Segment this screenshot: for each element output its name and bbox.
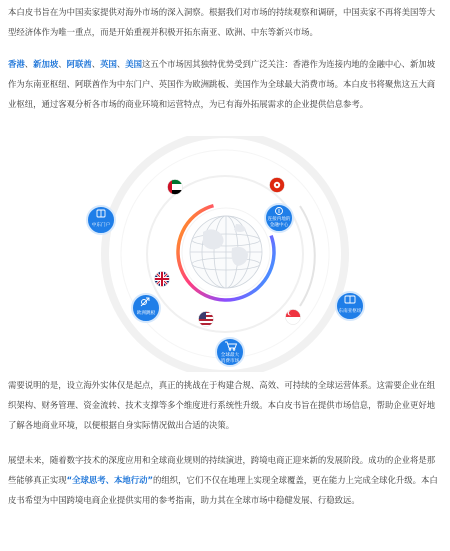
uae-flag-icon: [167, 179, 183, 195]
singapore-flag-icon: [285, 309, 301, 325]
node-label: 欧洲跳板: [136, 311, 156, 316]
market-hub-uk: 英国: [100, 59, 117, 69]
markets-paragraph: [8, 54, 442, 114]
market-hub-usa: 美国: [125, 59, 142, 69]
node-southeast-asia-hub: [336, 292, 364, 320]
markets-description: 这五个市场因其独特优势受到广泛关注：香港作为连接内地的金融中心、新加坡作为东南亚枢纽、阿联酋作为中东门户、英国作为欧洲跳板、美国作为全球最大消费市场。本白皮书将聚焦这五大商业枢纽，通过客观分析各市场的商业环境和运营特点，为已有海外拓展需求的企业提供信息参考。: [8, 59, 436, 109]
node-label-line-2: 消费市场: [220, 359, 240, 364]
node-label-line-2: 金融中心: [269, 223, 289, 228]
node-label: 中东门户: [91, 223, 111, 228]
node-usa-consumer: [216, 338, 244, 366]
separator: 、: [116, 59, 126, 69]
market-hub-uae: 阿联酋: [66, 59, 92, 69]
outlook-highlight: “全球思考、本地行动”: [66, 475, 154, 485]
market-hub-singapore: 新加坡: [33, 59, 59, 69]
node-label-line-1: 全球最大: [220, 353, 240, 358]
separator: 、: [58, 59, 67, 69]
market-hub-hongkong: 香港: [8, 59, 25, 69]
us-flag-icon: [198, 311, 214, 327]
node-mideast-gateway: [87, 206, 115, 234]
outlook-paragraph: [8, 450, 442, 510]
node-label-line-1: 连接内地的: [267, 217, 291, 222]
node-label: 东南亚枢纽: [338, 309, 362, 314]
uk-flag-icon: [154, 271, 170, 287]
markets-diagram: [0, 136, 450, 372]
node-europe-springboard: [132, 294, 160, 322]
separator: 、: [91, 59, 101, 69]
separator: 、: [24, 59, 34, 69]
conclusion-paragraph: 需要说明的是，设立海外实体仅是起点，真正的挑战在于构建合规、高效、可持续的全球运营体系。这需要企业在组织架构、财务管理、资金流转、技术支撑等多个维度进行系统性升级。本白皮书旨在提供市场信息，帮助企业更好地了解各地商业环境，以便根据自身实际情况做出合适的决策。: [8, 380, 436, 430]
node-hongkong-finance: [265, 204, 293, 232]
globe-icon: [190, 216, 262, 288]
outlook-text-after: 的组织，它们不仅在地理上实现全球覆盖，更在能力上完成全球化升级。本白皮书希望为中国跨境电商企业提供实用的参考指南，助力其在全球市场中稳健发展、行稳致远。: [8, 475, 438, 505]
outlook-text-before: 展望未来，随着数字技术的深度应用和全球商业规则的持续演进，跨境电商正迎来新的发展阶段。成功的企业将是那些能够真正实现: [8, 455, 436, 485]
intro-paragraph: 本白皮书旨在为中国卖家提供对海外市场的深入洞察。根据我们对市场的持续观察和调研，中国卖家不再将美国等大型经济体作为唯一重点，而是开始重视并积极开拓东南亚、欧洲、中东等新兴市场。: [8, 7, 436, 37]
